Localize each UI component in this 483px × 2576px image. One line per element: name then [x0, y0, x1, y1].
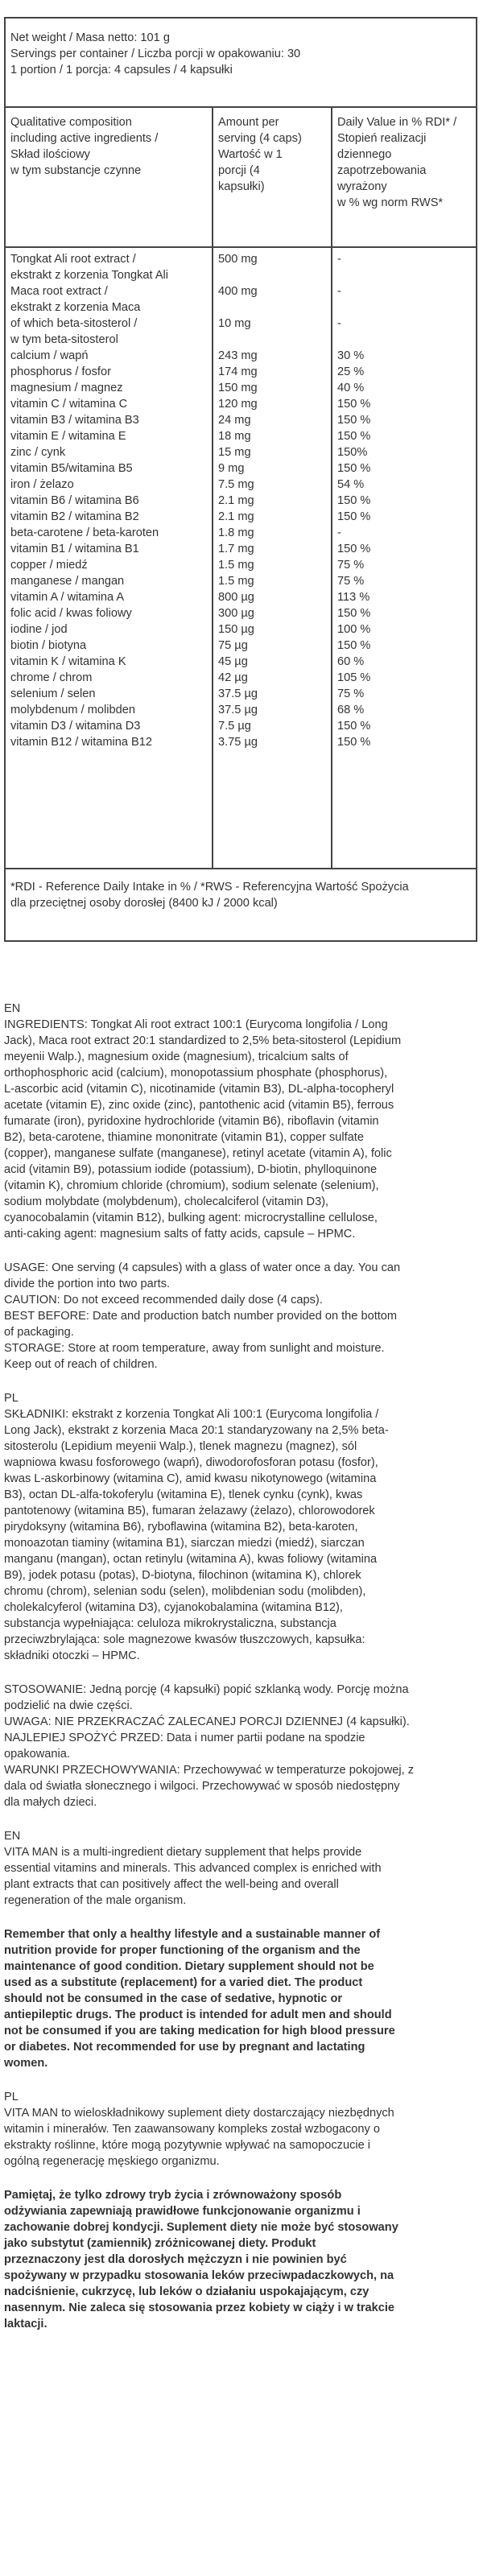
text-line: orthophosphoric acid (calcium), monopotassium phosphate (phosphorus), [4, 1067, 388, 1080]
text-line: Jack), Maca root extract 20:1 standardized to 2,5% beta-sitosterol (Lepidium [4, 1034, 402, 1047]
text-line: B2), beta-carotene, thiamine mononitrate (vitamin B1), copper sulfate [4, 1131, 364, 1144]
column-header-line: Skład ilościowy [10, 148, 90, 161]
text-line: pirydoksyny (witamina B6), ryboflawina (witamina B2), beta-karoten, [4, 1521, 358, 1534]
nutrient-name: vitamin B5/witamina B5 [10, 462, 133, 475]
text-line: dla małych dzieci. [4, 1796, 97, 1809]
column-header-line: porcji (4 [218, 164, 260, 177]
text-line: CAUTION: Do not exceed recommended daily dose (4 caps). [4, 1294, 323, 1307]
column-header-line: serving (4 caps) [218, 132, 302, 145]
text-line: laktacji. [4, 2318, 47, 2330]
nutrient-amount: 500 mg [218, 253, 258, 266]
composition-header [6, 108, 213, 246]
text-line: Keep out of reach of children. [4, 1358, 158, 1371]
nutrient-amount [218, 299, 331, 316]
nutrient-amounts [213, 248, 332, 868]
nutrient-name: zinc / cynk [10, 446, 66, 459]
nutrient-name: vitamin K / witamina K [10, 655, 126, 668]
text-line: acid (vitamin B9), potassium iodide (potassium), D-biotin, phylloquinone [4, 1163, 378, 1176]
nutrient-name: magnesium / magnez [10, 382, 123, 394]
facts-header [6, 19, 476, 108]
nutrient-daily-value: 150 % [337, 607, 371, 620]
nutrient-name: ekstrakt z korzenia Tongkat Ali [10, 269, 169, 282]
text-line: sitosterolu (Lepidium meyenii Walp.), tlenek magnezu (magnez), sól [4, 1440, 357, 1453]
nutrient-daily-value: 100 % [337, 623, 371, 636]
nutrient-name: vitamin A / witamina A [10, 591, 125, 604]
net-weight: Net weight / Masa netto: 101 g [10, 31, 170, 44]
nutrient-amount: 18 mg [218, 430, 251, 443]
nutrient-daily-value: 150 % [337, 639, 371, 652]
nutrient-amount: 150 µg [218, 623, 254, 636]
text-line: składniki otoczki – HPMC. [4, 1649, 140, 1662]
nutrient-amount: 37.5 µg [218, 687, 258, 700]
text-line: plant extracts that can positively affect the well-being and overall [4, 1878, 339, 1891]
nutrient-daily-value [337, 332, 476, 348]
column-header-line: Wartość w 1 [218, 148, 283, 161]
servings-per-container: Servings per container / Liczba porcji w opakowaniu: 30 [10, 47, 301, 60]
warning-pl [4, 2187, 477, 2332]
nutrient-daily-value: 113 % [337, 591, 370, 604]
column-header-line: w % wg norm RWS* [337, 196, 444, 209]
text-line: BEST BEFORE: Date and production batch number provided on the bottom [4, 1310, 398, 1323]
text-line: nadciśnienie, cukrzycę, lub leków o działaniu uspokajającym, czy [4, 2285, 369, 2298]
text-line: SKŁADNIKI: ekstrakt z korzenia Tongkat Ali 100:1 (Eurycoma longifolia / [4, 1408, 379, 1421]
nutrient-amount: 24 mg [218, 414, 251, 427]
column-header-line: kapsułki) [218, 180, 265, 193]
text-line: anti-caking agent: magnesium salts of fatty acids, capsule – HPMC. [4, 1228, 356, 1241]
nutrient-amount [218, 267, 331, 283]
nutrient-name: vitamin D3 / witamina D3 [10, 720, 141, 733]
text-line: USAGE: One serving (4 capsules) with a glass of water once a day. You can [4, 1261, 401, 1274]
nutrient-amount: 150 mg [218, 382, 258, 394]
nutrient-amount: 75 µg [218, 639, 248, 652]
nutrient-daily-value [337, 267, 476, 283]
nutrient-name: copper / miedź [10, 559, 88, 572]
nutrient-amount: 1.8 mg [218, 526, 254, 539]
ingredients-en [4, 1017, 477, 1242]
nutrient-amount [218, 332, 331, 348]
nutrient-amount: 1.5 mg [218, 575, 254, 588]
column-header-line: wyrażony [337, 180, 387, 193]
nutrient-amount: 1.7 mg [218, 543, 254, 555]
nutrient-daily-value: 75 % [337, 575, 365, 588]
nutrient-name: vitamin B6 / witamina B6 [10, 494, 139, 507]
text-line: STORAGE: Store at room temperature, away from sunlight and moisture. [4, 1342, 385, 1355]
text-line: manganu (mangan), octan retinylu (witamina A), kwas foliowy (witamina [4, 1553, 378, 1566]
nutrient-daily-value: 150 % [337, 414, 371, 427]
lang-label-en: EN [4, 1002, 21, 1015]
amount-header [213, 108, 332, 246]
nutrient-daily-value: - [337, 253, 341, 266]
text-line: cyanocobalamin (vitamin B12), bulking agent: microcrystalline cellulose, [4, 1212, 378, 1224]
nutrient-names [6, 248, 213, 868]
usage-en [4, 1260, 477, 1373]
nutrient-daily-value [337, 299, 476, 316]
nutrient-amount: 7.5 mg [218, 478, 254, 491]
text-line: Pamiętaj, że tylko zdrowy tryb życia i zrównoważony sposób [4, 2189, 342, 2202]
column-header-line: including active ingredients / [10, 132, 159, 145]
nutrient-name: selenium / selen [10, 687, 96, 700]
text-line: odżywiania zapewniają prawidłowe funkcjonowanie organizmu i [4, 2205, 361, 2218]
text-line: monoazotan tiaminy (witamina B1), siarczan miedzi (miedź), siarczan [4, 1537, 365, 1550]
usage-pl [4, 1682, 477, 1810]
lang-label-pl-2: PL [4, 2091, 19, 2103]
footnote-line: *RDI - Reference Daily Intake in % / *RWS - Referencyjna Wartość Spożycia [10, 881, 409, 894]
nutrient-amount: 2.1 mg [218, 494, 254, 507]
nutrient-daily-value: - [337, 285, 341, 298]
text-line: witamin i minerałów. Ten zaawansowany kompleks został wzbogacony o [4, 2123, 380, 2136]
text-line: acetate (vitamin E), zinc oxide (zinc), pantothenic acid (vitamin B5), ferrous [4, 1099, 394, 1112]
text-line: meyenii Walp.), magnesium oxide (magnesium), tricalcium salts of [4, 1051, 349, 1063]
text-line: STOSOWANIE: Jedną porcję (4 kapsułki) popić szklanką wody. Porcję można [4, 1683, 409, 1696]
text-line: regeneration of the male organism. [4, 1894, 187, 1907]
nutrient-amount: 7.5 µg [218, 720, 251, 733]
text-line: ekstrakty roślinne, które mogą pozytywnie wpływać na samopoczucie i [4, 2139, 371, 2152]
lang-label-en-2: EN [4, 1830, 21, 1843]
text-line: wapniowa kwasu fosforowego (wapń), diwodorofosforan potasu (fosfor), [4, 1456, 378, 1469]
nutrient-name: vitamin B2 / witamina B2 [10, 510, 139, 523]
column-headers [6, 108, 476, 248]
text-line: women. [4, 2057, 48, 2070]
intro-en [4, 1844, 477, 1909]
nutrient-name: Maca root extract / [10, 285, 108, 298]
text-line: VITA MAN is a multi-ingredient dietary supplement that helps provide [4, 1846, 362, 1859]
nutrient-name: vitamin B12 / witamina B12 [10, 736, 153, 749]
text-line: NAJLEPIEJ SPOŻYĆ PRZED: Data i numer partii podane na spodzie [4, 1732, 365, 1744]
text-line: divide the portion into two parts. [4, 1278, 171, 1290]
intro-pl [4, 2105, 477, 2169]
nutrient-name: chrome / chrom [10, 671, 93, 684]
nutrient-amount: 10 mg [218, 317, 251, 330]
nutrient-daily-value: - [337, 317, 341, 330]
nutrient-name: biotin / biotyna [10, 639, 87, 652]
nutrient-daily-value: 25 % [337, 365, 365, 378]
nutrient-daily-value: 60 % [337, 655, 365, 668]
nutrient-rows [6, 248, 476, 869]
nutrient-daily-value: 150 % [337, 543, 371, 555]
ingredients-pl [4, 1406, 477, 1664]
text-line: UWAGA: NIE PRZEKRACZAĆ ZALECANEJ PORCJI DZIENNEJ (4 kapsułki). [4, 1715, 410, 1728]
nutrient-amount: 42 µg [218, 671, 248, 684]
text-line: WARUNKI PRZECHOWYWANIA: Przechowywać w temperaturze pokojowej, z [4, 1764, 415, 1777]
text-line: podzielić na dwie części. [4, 1699, 133, 1712]
nutrient-daily-value: 75 % [337, 559, 365, 572]
text-line: przeciwzbrylająca: sole magnezowe kwasów tłuszczowych, kapsułka: [4, 1633, 365, 1646]
nutrient-name: Tongkat Ali root extract / [10, 253, 136, 266]
nutrient-name: vitamin B3 / witamina B3 [10, 414, 139, 427]
nutrient-daily-value: 30 % [337, 349, 365, 362]
nutrient-amount: 15 mg [218, 446, 251, 459]
nutrition-facts-table [4, 17, 477, 942]
text-line: Remember that only a healthy lifestyle and a sustainable manner of [4, 1928, 381, 1941]
text-line: maintenance of good condition. Dietary supplement should not be [4, 1960, 374, 1973]
text-line: sodium molybdate (molybdenum), cholecalciferol (vitamin D3), [4, 1195, 329, 1208]
text-line: or diabetes. Not recommended for use by pregnant and lactating [4, 2041, 365, 2054]
text-line: przeznaczony jest dla dorosłych mężczyzn i nie powinien być [4, 2253, 347, 2266]
nutrient-amount: 120 mg [218, 398, 258, 411]
text-line: substancja wypełniająca: celuloza mikrokrystaliczna, substancja [4, 1617, 336, 1630]
nutrient-amount: 3.75 µg [218, 736, 258, 749]
nutrient-name: manganese / mangan [10, 575, 125, 588]
text-line: fumarate (iron), pyridoxine hydrochloride (vitamin B6), riboflavin (vitamin [4, 1115, 379, 1128]
nutrient-name: iron / żelazo [10, 478, 74, 491]
text-line: pantotenowy (witamina B5), fumaran żelazawy (żelazo), chlorowodorek [4, 1505, 375, 1517]
column-header-line: dziennego [337, 148, 392, 161]
nutrient-name: vitamin C / witamina C [10, 398, 128, 411]
nutrient-name: w tym beta-sitosterol [10, 333, 118, 346]
nutrient-daily-value: 105 % [337, 671, 371, 684]
nutrient-amount: 800 µg [218, 591, 254, 604]
column-header-line: Amount per [218, 116, 279, 129]
nutrient-daily-value: 75 % [337, 687, 365, 700]
column-header-line: Qualitative composition [10, 116, 132, 129]
nutrient-daily-value: 150 % [337, 510, 371, 523]
text-line: Long Jack), ekstrakt z korzenia Maca 20:1 standaryzowany na 2,5% beta- [4, 1424, 389, 1437]
text-line: nutrition provide for proper functioning of the organism and the [4, 1944, 361, 1957]
nutrient-amount: 9 mg [218, 462, 245, 475]
text-line: of packaging. [4, 1326, 74, 1339]
nutrient-daily-value: 68 % [337, 704, 365, 716]
nutrient-amount: 400 mg [218, 285, 258, 298]
nutrient-name: of which beta-sitosterol / [10, 317, 138, 330]
nutrient-name: molybdenum / molibden [10, 704, 135, 716]
text-line: cholekalcyferol (witamina D3), cyjanokobalamina (witamina B12), [4, 1601, 343, 1614]
nutrient-amount: 37.5 µg [218, 704, 258, 716]
text-line: zachowanie dobrej kondycji. Suplement diety nie może być stosowany [4, 2221, 398, 2234]
nutrient-amount: 1.5 mg [218, 559, 254, 572]
text-line: used as a substitute (replacement) for a varied diet. The product [4, 1976, 363, 1989]
portion-size: 1 portion / 1 porcja: 4 capsules / 4 kapsułki [10, 64, 233, 76]
nutrient-daily-value: - [337, 526, 341, 539]
text-line: antiepileptic drugs. The product is intended for adult men and should [4, 2008, 392, 2021]
nutrient-name: iodine / jod [10, 623, 68, 636]
text-line: L-ascorbic acid (vitamin C), nicotinamide (vitamin B3), DL-alpha-tocopheryl [4, 1083, 394, 1096]
nutrient-daily-value: 40 % [337, 382, 365, 394]
nutrient-name: phosphorus / fosfor [10, 365, 111, 378]
nutrient-daily-value: 150% [337, 446, 368, 459]
lang-label-pl: PL [4, 1392, 19, 1405]
nutrient-name: vitamin E / witamina E [10, 430, 126, 443]
text-line: INGREDIENTS: Tongkat Ali root extract 100:1 (Eurycoma longifolia / Long [4, 1018, 388, 1031]
column-header-line: Daily Value in % RDI* / [337, 116, 457, 129]
nutrient-daily-value: 54 % [337, 478, 365, 491]
nutrient-daily-values [332, 248, 476, 868]
text-line: kwas L-askorbinowy (witamina C), amid kwasu nikotynowego (witamina [4, 1472, 377, 1485]
text-line: B9), jodek potasu (potas), D-biotyna, filochinon (witamina K), chlorek [4, 1569, 361, 1582]
daily-value-header [332, 108, 476, 246]
nutrient-daily-value: 150 % [337, 398, 371, 411]
text-line: chromu (chrom), selenian sodu (selen), molibdenian sodu (molibden), [4, 1585, 366, 1598]
text-line: opakowania. [4, 1748, 70, 1761]
column-header-line: zapotrzebowania [337, 164, 427, 177]
nutrient-name: ekstrakt z korzenia Maca [10, 301, 141, 314]
text-line: VITA MAN to wieloskładnikowy suplement diety dostarczający niezbędnych [4, 2107, 394, 2120]
text-line: should not be consumed in the case of sedative, hypnotic or [4, 1992, 343, 2005]
text-line: ogólną regenerację męskiego organizmu. [4, 2155, 220, 2168]
nutrient-daily-value: 150 % [337, 720, 371, 733]
text-line: jako substytut (zamiennik) zróżnicowanej diety. Produkt [4, 2237, 316, 2250]
text-line: (copper), manganese sulfate (manganese), retinyl acetate (vitamin A), folic [4, 1147, 392, 1160]
description-text [4, 1001, 477, 2332]
nutrient-daily-value: 150 % [337, 430, 371, 443]
nutrient-amount: 300 µg [218, 607, 254, 620]
text-line: dala od światła słonecznego i wilgoci. Przechowywać w sposób niedostępny [4, 1780, 400, 1793]
nutrient-name: vitamin B1 / witamina B1 [10, 543, 139, 555]
text-line: essential vitamins and minerals. This advanced complex is enriched with [4, 1862, 382, 1875]
nutrient-name: folic acid / kwas foliowy [10, 607, 132, 620]
text-line: not be consumed if you are taking medication for high blood pressure [4, 2025, 395, 2037]
nutrient-amount: 243 mg [218, 349, 258, 362]
nutrient-name: calcium / wapń [10, 349, 89, 362]
text-line: B3), octan DL-alfa-tokoferylu (witamina E), tlenek cynku (cynk), kwas [4, 1488, 363, 1501]
nutrient-daily-value: 150 % [337, 736, 371, 749]
text-line: (vitamin K), chromium chloride (chromium), sodium selenate (selenium), [4, 1179, 379, 1192]
nutrient-amount: 174 mg [218, 365, 258, 378]
nutrient-daily-value: 150 % [337, 462, 371, 475]
nutrient-amount: 45 µg [218, 655, 248, 668]
column-header-line: Stopień realizacji [337, 132, 427, 145]
rdi-footnote [6, 869, 476, 940]
warning-en [4, 1926, 477, 2071]
nutrient-name: beta-carotene / beta-karoten [10, 526, 159, 539]
column-header-line: w tym substancje czynne [10, 164, 142, 177]
text-line: nasennym. Nie zaleca się stosowania przez kobiety w ciąży i w trakcie [4, 2301, 395, 2314]
nutrient-amount: 2.1 mg [218, 510, 254, 523]
text-line: spożywany w przypadku stosowania leków przeciwpadaczkowych, na [4, 2269, 394, 2282]
nutrient-daily-value: 150 % [337, 494, 371, 507]
footnote-line: dla przeciętnej osoby dorosłej (8400 kJ / 2000 kcal) [10, 897, 278, 910]
